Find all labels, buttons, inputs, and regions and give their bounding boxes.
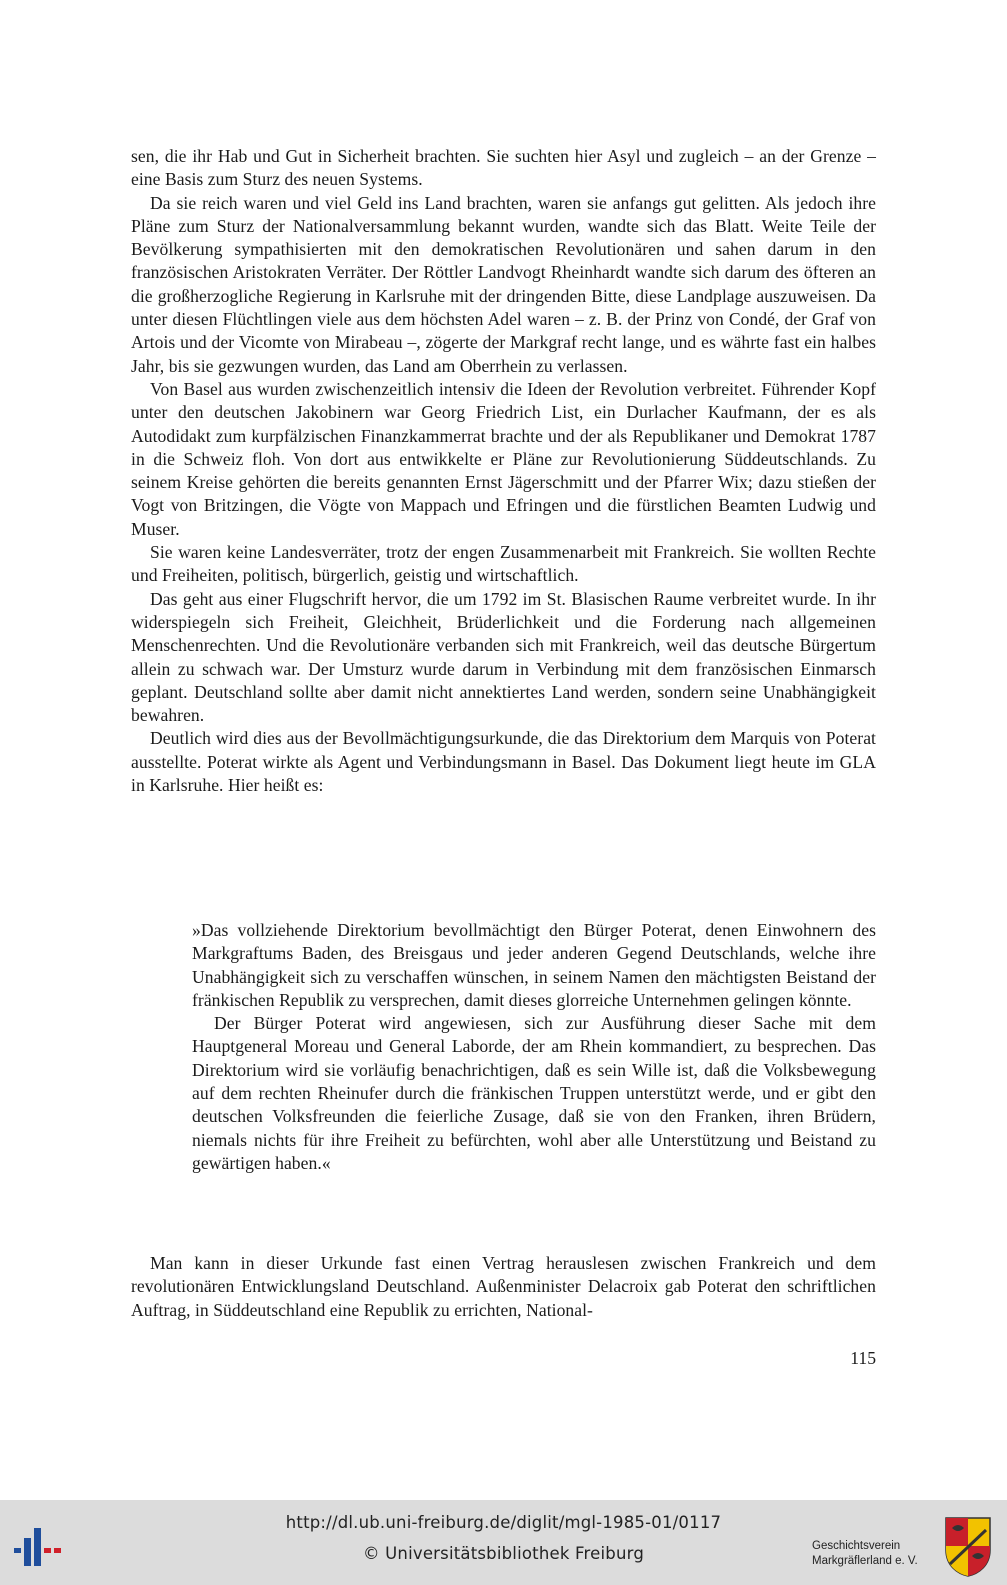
continuation-text (131, 1252, 876, 1322)
block-quote (192, 919, 876, 1175)
paragraph: Von Basel aus wurden zwischenzeitlich intensiv die Ideen der Revolution verbreitet. Führender Kopf unter den deutschen Jakobinern war Georg Friedrich List, ein Durlacher Kaufmann, der es als Autodidakt zum kurpfälzischen Finanzkammerrat brachte und der als Republikaner und Demokrat 1787 in die Schweiz floh. Von dort aus entwikkelte er Pläne zur Revolutionierung Süddeutschlands. Zu seinem Kreise gehörten die bereits genannten Ernst Jägerschmitt und der Pfarrer Wix; dazu stießen der Vogt von Britzingen, die Vögte von Mappach und Efringen und die fürstlichen Beamten Ludwig und Muser. (131, 378, 876, 539)
paragraph: Das geht aus einer Flugschrift hervor, die um 1792 im St. Blasischen Raume verbreitet wurde. In ihr widerspiegeln sich Freiheit, Gleichheit, Brüderlichkeit und die Forderung nach allgemeinen Menschenrechten. Und die Revolutionäre verbanden sich mit Frankreich, weil das deutsche Bürgertum allein zu schwach war. Der Umsturz wurde darum in Verbindung mit dem französischen Einmarsch geplant. Deutschland sollte aber damit nicht annektiertes Land werden, sondern seine Unabhängigkeit bewahren. (131, 588, 876, 726)
main-text (131, 145, 876, 797)
society-line: Markgräflerland e. V. (812, 1555, 918, 1567)
quote-paragraph: Der Bürger Poterat wird angewiesen, sich zur Ausführung dieser Sache mit dem Hauptgeneral Moreau und General Laborde, der am Rhein kommandiert, zu besprechen. Das Direktorium wird sie vorläufig benachrichtigen, daß es sein Wille ist, daß die Volksbewegung auf dem rechten Rheinufer durch die fränkischen Truppen unterstützt werde, und er gibt den deutschen Volksfreunden die feierliche Zusage, daß sie von den Franken, ihren Brüdern, niemals nichts für ihre Freiheit zu befürchten, wohl aber alle Unterstützung und Beistand zu gewärtigen haben.« (192, 1013, 876, 1173)
coat-of-arms-icon (944, 1516, 992, 1578)
society-name (812, 1539, 942, 1569)
copyright-text: © Universitätsbibliothek Freiburg (362, 1544, 644, 1563)
paragraph: Man kann in dieser Urkunde fast einen Vertrag herauslesen zwischen Frankreich und dem revolutionären Entwicklungsland Deutschland. Außenminister Delacroix gab Poterat den schriftlichen Auftrag, in Süddeutschland eine Republik zu errichten, National- (131, 1253, 876, 1320)
page-number: 115 (850, 1348, 876, 1368)
paragraph: Sie waren keine Landesverräter, trotz der engen Zusammenarbeit mit Frankreich. Sie wollten Rechte und Freiheiten, politisch, bürgerlich, geistig und wirtschaftlich. (131, 542, 876, 586)
footer-bar (0, 1500, 1007, 1585)
paragraph: Da sie reich waren und viel Geld ins Land brachten, waren sie anfangs gut gelitten. Als jedoch ihre Pläne zum Sturz der Nationalversammlung bekannt wurden, wandte sich das Blatt. Weite Teile der Bevölkerung sympathisierten mit den demokratischen Revolutionären und sahen darum in den französischen Aristokraten Verräter. Der Röttler Landvogt Rheinhardt wandte sich darum des öfteren an die großherzogliche Regierung in Karlsruhe mit der dringenden Bitte, diese Landplage auszuweisen. Da unter diesen Flüchtlingen viele aus dem höchsten Adel waren – z. B. der Prinz von Condé, der Graf von Artois und der Vicomte von Mirabeau –, zögerte der Markgraf recht lange, und es währte fast ein halbes Jahr, bis sie gezwungen wurden, das Land am Oberrhein zu verlassen. (131, 192, 876, 376)
quote-paragraph: »Das vollziehende Direktorium bevollmächtigt den Bürger Poterat, denen Einwohnern des Markgraftums Baden, des Breisgaus und jeder anderen Gegend Deutschlands, welche ihre Unabhängigkeit sich zu verschaffen wünschen, in seinem Namen den mächtigsten Beistand der fränkischen Republik zu versprechen, damit dieses glorreiche Unternehmen gelingen könnte. (192, 920, 876, 1010)
paragraph: Deutlich wird dies aus der Bevollmächtigungsurkunde, die das Direktorium dem Marquis von Poterat ausstellte. Poterat wirkte als Agent und Verbindungsmann in Basel. Das Dokument liegt heute im GLA in Karlsruhe. Hier heißt es: (131, 728, 876, 796)
paragraph: sen, die ihr Hab und Gut in Sicherheit brachten. Sie suchten hier Asyl und zugleich – an der Grenze – eine Basis zum Sturz des neuen Systems. (131, 146, 876, 190)
society-line: Geschichtsverein (812, 1540, 901, 1552)
source-url-link[interactable]: http://dl.ub.uni-freiburg.de/diglit/mgl-1985-01/0117 (285, 1513, 722, 1532)
